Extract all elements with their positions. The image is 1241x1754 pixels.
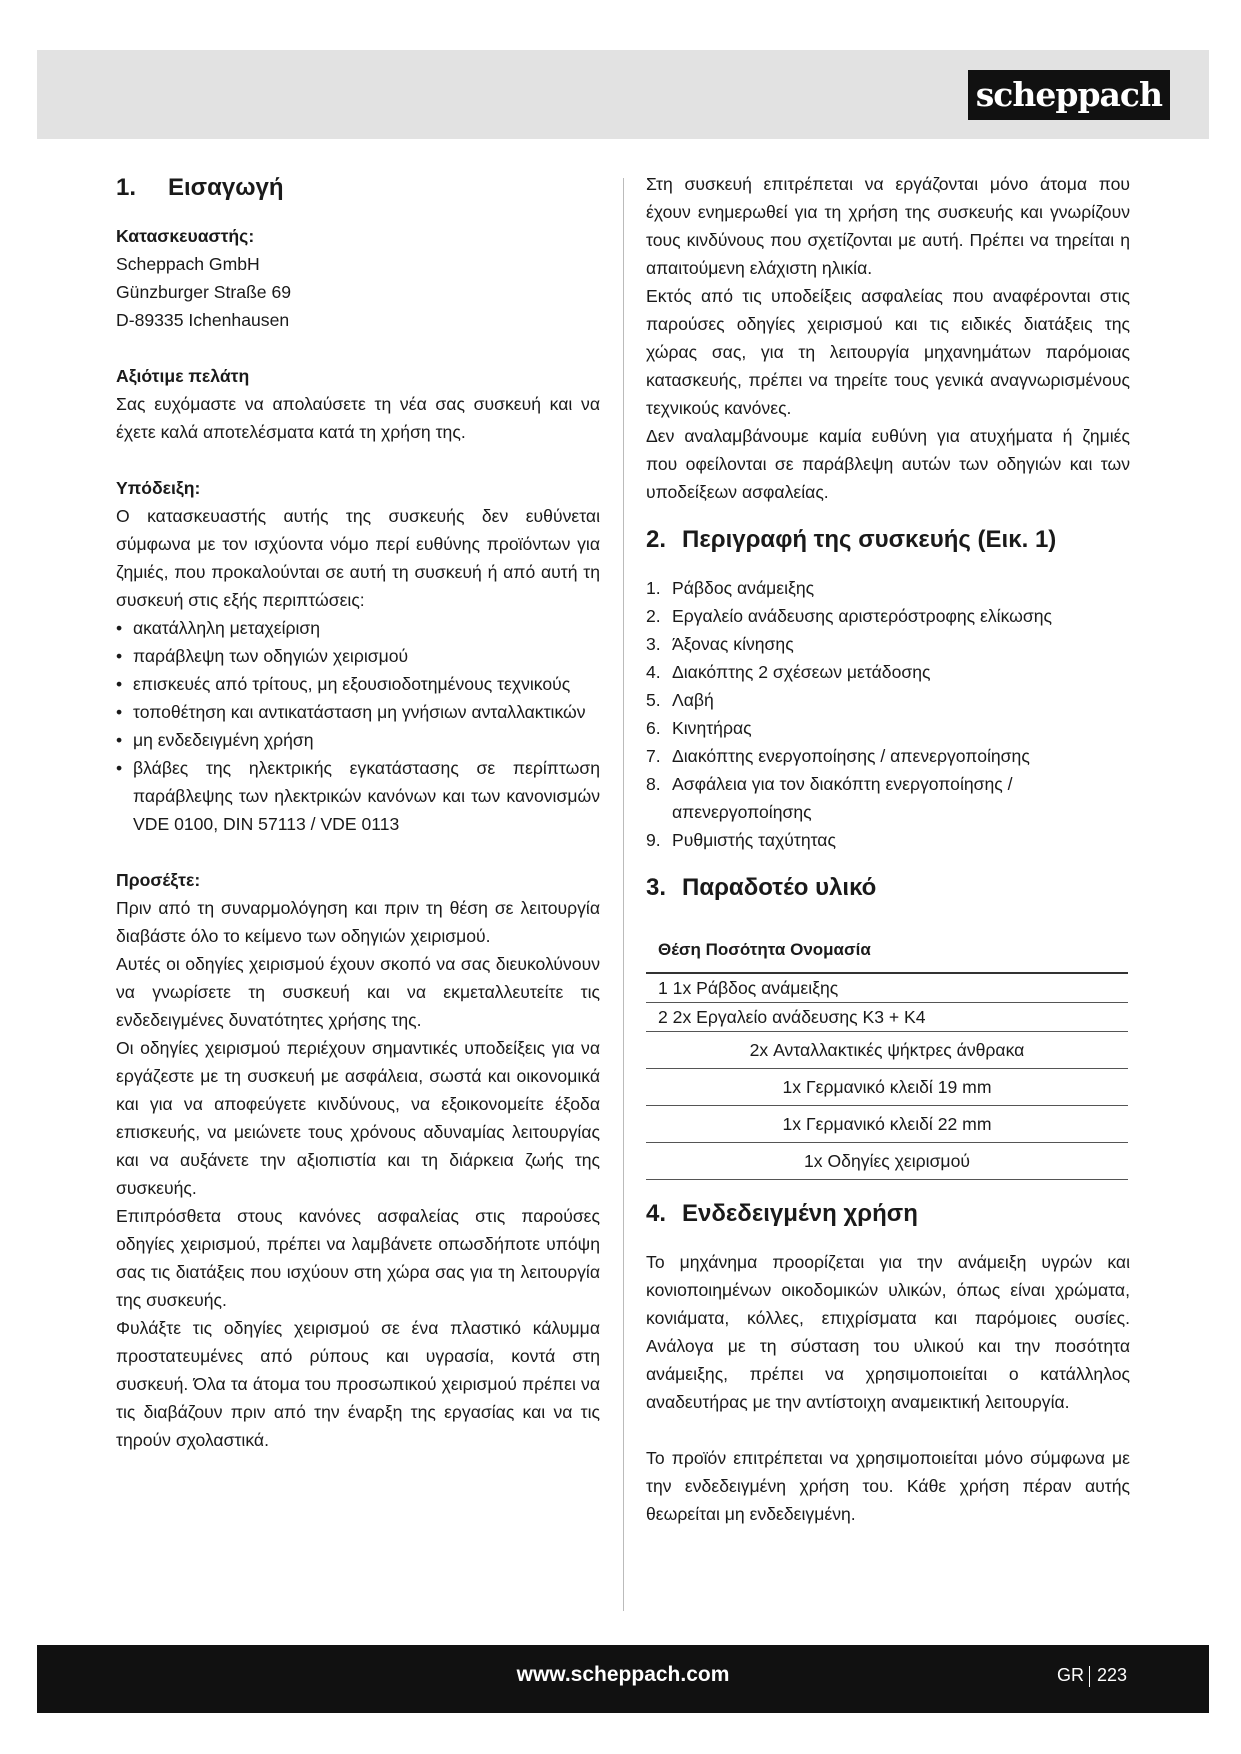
section-3-heading bbox=[646, 870, 1130, 906]
list-item: • παράβλεψη των οδηγιών χειρισμού bbox=[116, 642, 600, 670]
table-row: 1 1x Ράβδος ανάμειξης bbox=[646, 973, 1128, 1003]
column-divider bbox=[623, 178, 624, 1611]
attention-paragraph: Πριν από τη συναρμολόγηση και πριν τη θέση σε λειτουργία διαβάστε όλο το κείμενο των οδηγιών χειρισμού. bbox=[116, 898, 600, 946]
section-number: 2. bbox=[646, 526, 667, 553]
list-item: 4. Διακόπτης 2 σχέσεων μετάδοσης bbox=[646, 662, 931, 682]
manufacturer-name: Scheppach GmbH bbox=[116, 254, 260, 274]
list-item: • τοποθέτηση και αντικατάσταση μη γνήσιων ανταλλακτικών bbox=[116, 698, 600, 726]
table-row: 1x Οδηγίες χειρισμού bbox=[646, 1143, 1128, 1180]
list-item: 1. Ράβδος ανάμειξης bbox=[646, 578, 815, 598]
section-title: Περιγραφή της συσκευής (Εικ. 1) bbox=[682, 526, 1057, 553]
attention-label: Προσέξτε: bbox=[116, 870, 201, 890]
attention-paragraph: Οι οδηγίες χειρισμού περιέχουν σημαντικές υποδείξεις για να εργάζεστε με τη συσκευή με ασφάλεια, σωστά και οικονομικά και για να αποφεύγετε κινδύνους, να εξοικονομείτε έξοδα επισκευής, να μειώνετε τους χρόνους αδυναμίας λειτουργίας και να αυξάνετε την αξιοπιστία και τη διάρκεια ζωής της συσκευής. bbox=[116, 1038, 600, 1198]
table-row: 2x Ανταλλακτικές ψήκτρες άνθρακα bbox=[646, 1032, 1128, 1069]
manufacturer-street: Günzburger Straße 69 bbox=[116, 282, 292, 302]
parts-list bbox=[646, 574, 1130, 854]
delivery-table bbox=[646, 930, 1128, 1180]
section-number: 1. bbox=[116, 174, 137, 201]
section-title: Ενδεδειγμένη χρήση bbox=[682, 1200, 918, 1227]
language-code: GR bbox=[1056, 1665, 1084, 1685]
attention-paragraph: Αυτές οι οδηγίες χειρισμού έχουν σκοπό να σας διευκολύνουν να γνωρίσετε τη συσκευή και να εκμεταλλευτείτε τις ενδεδειγμένες δυνατότητες χρήσης της. bbox=[116, 954, 600, 1030]
intended-use-paragraph: Το μηχάνημα προορίζεται για την ανάμειξη υγρών και κονιοποιημένων οικοδομικών υλικών, όπως είναι χρώματα, κονιάματα, κόλλες, επιχρίσματα και παρόμοιες ουσίες. Ανάλογα με τη σύσταση του υλικού και την ποσότητα ανάμειξης, πρέπει να χρησιμοποιείται ο κατάλληλος αναδευτήρας με την αντίστοιχη αναμεικτική λειτουργία. bbox=[646, 1252, 1130, 1412]
section-2-heading bbox=[646, 522, 1130, 558]
list-item: 6. Κινητήρας bbox=[646, 718, 752, 738]
list-item: 5. Λαβή bbox=[646, 690, 714, 710]
section-number: 3. bbox=[646, 874, 667, 901]
list-item: 8. Ασφάλεια για τον διακόπτη ενεργοποίησης / απενεργοποίησης bbox=[646, 774, 1013, 822]
page-header bbox=[37, 50, 1209, 139]
list-item: 3. Άξονας κίνησης bbox=[646, 634, 794, 654]
intended-use-paragraph: Το προϊόν επιτρέπεται να χρησιμοποιείται μόνο σύμφωνα με την ενδεδειγμένη χρήση του. Κάθε χρήση πέραν αυτής θεωρείται μη ενδεδειγμένη. bbox=[646, 1448, 1130, 1524]
attention-paragraph: Φυλάξτε τις οδηγίες χειρισμού σε ένα πλαστικό κάλυμμα προστατευμένες από ρύπους και υγρασία, κοντά στη συσκευή. Όλα τα άτομα του προσωπικού χειρισμού πρέπει να τις διαβάζουν πριν από την έναρξη της εργασίας και να τις τηρούν σχολαστικά. bbox=[116, 1318, 600, 1450]
list-item: • επισκευές από τρίτους, μη εξουσιοδοτημένους τεχνικούς bbox=[116, 670, 600, 698]
separator bbox=[1089, 1666, 1090, 1687]
table-row: 1x Γερμανικό κλειδί 22 mm bbox=[646, 1106, 1128, 1143]
intro-paragraph: Εκτός από τις υποδείξεις ασφαλείας που αναφέρονται στις παρούσες οδηγίες χειρισμού και τις ειδικές διατάξεις της χώρας σας, για τη λειτουργία μηχανημάτων παρόμοιας κατασκευής, πρέπει να τηρείτε τους γενικά αναγνωρισμένους τεχνικούς κανόνες. bbox=[646, 286, 1130, 418]
left-column bbox=[116, 170, 600, 1454]
scheppach-logo: scheppach bbox=[968, 70, 1170, 120]
list-item: • βλάβες της ηλεκτρικής εγκατάστασης σε περίπτωση παράβλεψης των ηλεκτρικών κανόνων και των κανονισμών VDE 0100, DIN 57113 / VDE 0113 bbox=[116, 754, 600, 838]
section-title: Εισαγωγή bbox=[168, 174, 284, 201]
section-title: Παραδοτέο υλικό bbox=[682, 874, 877, 901]
section-4-heading bbox=[646, 1196, 1130, 1232]
list-item: 2. Εργαλείο ανάδευσης αριστερόστροφης ελίκωσης bbox=[646, 606, 1053, 626]
website-link[interactable]: www.scheppach.com bbox=[516, 1663, 730, 1686]
page-number: 223 bbox=[1096, 1665, 1127, 1685]
dear-customer-text: Σας ευχόμαστε να απολαύσετε τη νέα σας συσκευή και να έχετε καλά αποτελέσματα κατά τη χρήση της. bbox=[116, 394, 600, 442]
note-label: Υπόδειξη: bbox=[116, 478, 201, 498]
right-column bbox=[646, 170, 1130, 1528]
manufacturer-city: D-89335 Ichenhausen bbox=[116, 310, 290, 330]
note-text: Ο κατασκευαστής αυτής της συσκευής δεν ευθύνεται σύμφωνα με τον ισχύοντα νόμο περί ευθύνης προϊόντων για ζημιές, που προκαλούνται σε αυτή τη συσκευή ή από αυτή τη συσκευή στις εξής περιπτώσεις: bbox=[116, 506, 600, 610]
table-row: 1x Γερμανικό κλειδί 19 mm bbox=[646, 1069, 1128, 1106]
intro-paragraph: Δεν αναλαμβάνουμε καμία ευθύνη για ατυχήματα ή ζημιές που οφείλονται σε παράβλεψη αυτών των οδηγιών και των υποδείξεων ασφαλείας. bbox=[646, 426, 1130, 502]
table-header: Θέση Ποσότητα Ονομασία bbox=[646, 930, 1128, 973]
list-item: 9. Ρυθμιστής ταχύτητας bbox=[646, 830, 836, 850]
page-indicator bbox=[1057, 1663, 1127, 1687]
page-footer bbox=[37, 1645, 1209, 1713]
list-item: 7. Διακόπτης ενεργοποίησης / απενεργοποίησης bbox=[646, 746, 1030, 766]
liability-list bbox=[116, 614, 600, 838]
list-item: • μη ενδεδειγμένη χρήση bbox=[116, 726, 600, 754]
list-item: • ακατάλληλη μεταχείριση bbox=[116, 614, 600, 642]
manufacturer-label: Κατασκευαστής: bbox=[116, 226, 255, 246]
intro-paragraph: Στη συσκευή επιτρέπεται να εργάζονται μόνο άτομα που έχουν ενημερωθεί για τη χρήση της συσκευής και γνωρίζουν τους κινδύνους που σχετίζονται με αυτή. Πρέπει να τηρείται η απαιτούμενη ελάχιστη ηλικία. bbox=[646, 174, 1130, 278]
dear-customer-label: Αξιότιμε πελάτη bbox=[116, 366, 250, 386]
section-number: 4. bbox=[646, 1200, 667, 1227]
attention-paragraph: Επιπρόσθετα στους κανόνες ασφαλείας στις παρούσες οδηγίες χειρισμού, πρέπει να λαμβάνετε οπωσδήποτε υπόψη σας τις διατάξεις που ισχύουν στη χώρα σας για τη λειτουργία της συσκευής. bbox=[116, 1206, 600, 1310]
section-1-heading bbox=[116, 170, 600, 206]
table-row: 2 2x Εργαλείο ανάδευσης K3 + K4 bbox=[646, 1003, 1128, 1032]
